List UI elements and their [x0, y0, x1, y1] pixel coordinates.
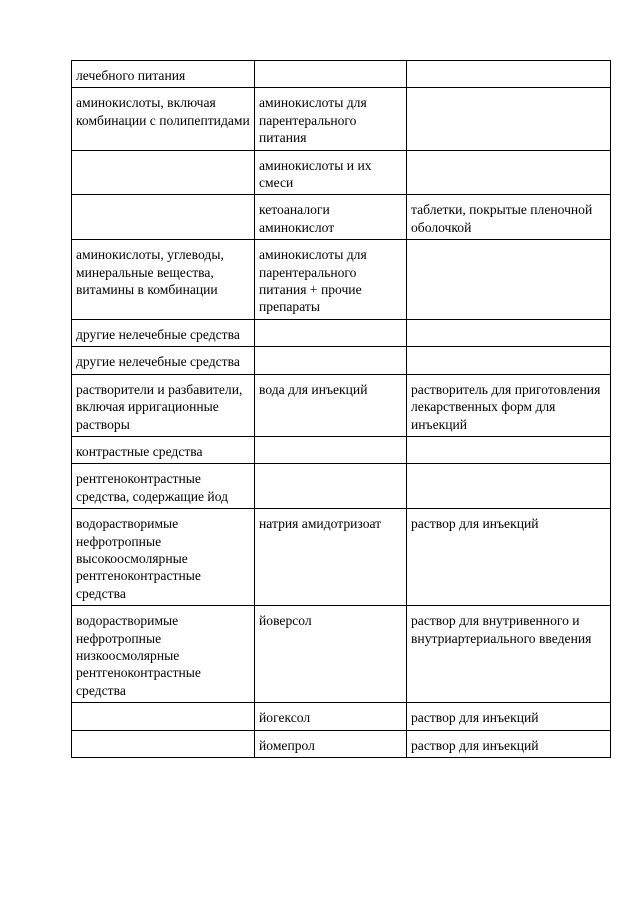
drug-name-cell	[255, 319, 407, 346]
drug-list-table	[71, 60, 611, 758]
drug-name-cell: вода для инъекций	[255, 374, 407, 436]
table-row	[72, 88, 611, 150]
atc-group-cell: аминокислоты, включая комбинации с полипептидами	[72, 88, 255, 150]
atc-group-cell: водорастворимые нефротропные низкоосмолярные рентгеноконтрастные средства	[72, 606, 255, 703]
table-row	[72, 61, 611, 88]
table-row	[72, 606, 611, 703]
atc-group-cell: аминокислоты, углеводы, минеральные вещества, витамины в комбинации	[72, 240, 255, 320]
dosage-form-cell	[407, 464, 611, 509]
drug-name-cell	[255, 61, 407, 88]
dosage-form-cell	[407, 150, 611, 195]
dosage-form-cell: раствор для внутривенного и внутриартериального введения	[407, 606, 611, 703]
dosage-form-cell	[407, 347, 611, 374]
table-row	[72, 730, 611, 757]
drug-name-cell: натрия амидотризоат	[255, 509, 407, 606]
dosage-form-cell: растворитель для приготовления лекарственных форм для инъекций	[407, 374, 611, 436]
drug-name-cell: йомепрол	[255, 730, 407, 757]
table-row	[72, 374, 611, 436]
atc-group-cell: водорастворимые нефротропные высокоосмолярные рентгеноконтрастные средства	[72, 509, 255, 606]
atc-group-cell	[72, 703, 255, 730]
table-row	[72, 509, 611, 606]
drug-name-cell: аминокислоты и их смеси	[255, 150, 407, 195]
atc-group-cell: рентгеноконтрастные средства, содержащие йод	[72, 464, 255, 509]
atc-group-cell: контрастные средства	[72, 436, 255, 463]
atc-group-cell	[72, 730, 255, 757]
atc-group-cell: другие нелечебные средства	[72, 319, 255, 346]
dosage-form-cell: раствор для инъекций	[407, 509, 611, 606]
drug-name-cell: йоверсол	[255, 606, 407, 703]
atc-group-cell	[72, 195, 255, 240]
dosage-form-cell	[407, 436, 611, 463]
atc-group-cell	[72, 150, 255, 195]
dosage-form-cell	[407, 319, 611, 346]
table-row	[72, 436, 611, 463]
drug-name-cell: аминокислоты для парентерального питания	[255, 88, 407, 150]
atc-group-cell: растворители и разбавители, включая ирригационные растворы	[72, 374, 255, 436]
table-row	[72, 240, 611, 320]
table-row	[72, 319, 611, 346]
dosage-form-cell: раствор для инъекций	[407, 703, 611, 730]
dosage-form-cell	[407, 240, 611, 320]
drug-name-cell: кетоаналоги аминокислот	[255, 195, 407, 240]
drug-name-cell: йогексол	[255, 703, 407, 730]
dosage-form-cell	[407, 88, 611, 150]
drug-name-cell	[255, 436, 407, 463]
table-row	[72, 703, 611, 730]
drug-name-cell: аминокислоты для парентерального питания + прочие препараты	[255, 240, 407, 320]
dosage-form-cell: раствор для инъекций	[407, 730, 611, 757]
drug-name-cell	[255, 464, 407, 509]
drug-name-cell	[255, 347, 407, 374]
table-row	[72, 150, 611, 195]
table-row	[72, 347, 611, 374]
table-row	[72, 195, 611, 240]
dosage-form-cell	[407, 61, 611, 88]
table-row	[72, 464, 611, 509]
dosage-form-cell: таблетки, покрытые пленочной оболочкой	[407, 195, 611, 240]
atc-group-cell: лечебного питания	[72, 61, 255, 88]
atc-group-cell: другие нелечебные средства	[72, 347, 255, 374]
